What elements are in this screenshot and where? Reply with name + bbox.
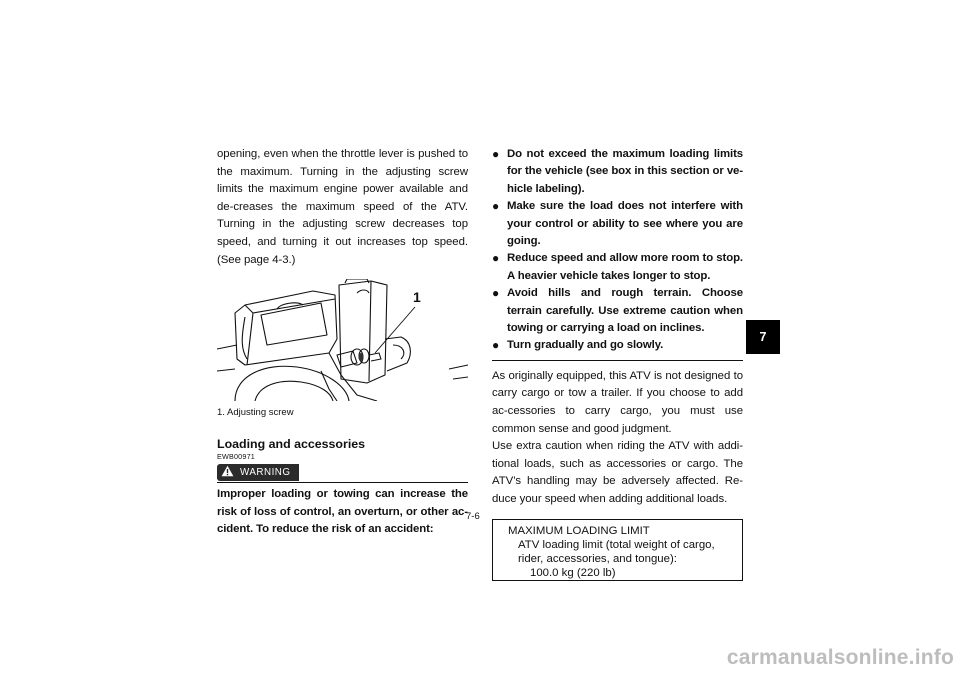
page-number: 7-6 (466, 511, 480, 522)
watermark-text: carmanualsonline.info (726, 646, 954, 669)
left-column (217, 146, 468, 538)
figure-callout-number: 1 (413, 289, 421, 306)
bullet-dot: ● (492, 147, 500, 161)
warning-label: WARNING (240, 467, 291, 479)
intro-paragraph: opening, even when the throttle lever is pushed to the maximum. Turning in the adjusting screw limits the maximum engine power available and de-creases the maximum speed of the ATV. Turning in the adjusting screw decreases top speed, and turning it out increases top speed. (See page 4-3.) (217, 148, 468, 266)
figure-caption: 1. Adjusting screw (217, 407, 294, 419)
load-box-title: MAXIMUM LOADING LIMIT (508, 524, 650, 537)
warning-text: Improper loading or towing can increase the risk of loss of control, an overturn, or other ac-cident. To reduce the risk of an accident: (217, 488, 468, 535)
bullet-dot: ● (492, 251, 500, 266)
load-box-value: 100.0 kg (220 lb) (530, 567, 616, 580)
cargo-paragraph: As originally equipped, this ATV is not designed to carry cargo or tow a trailer. If you choose to add ac-cessories to carry cargo, you must use common sense and good judgment. (492, 369, 743, 435)
safety-bullet-list (492, 146, 743, 355)
list-item: ● Avoid hills and rough terrain. Choose terrain carefully. Use extreme caution when towing or carrying a load on inclines. (492, 286, 743, 335)
list-item: ● Turn gradually and go slowly. (492, 337, 743, 354)
chapter-tab: 7 (746, 320, 780, 354)
adjusting-screw-figure (217, 279, 468, 401)
right-column (492, 146, 743, 581)
load-box-description: ATV loading limit (total weight of cargo, rider, accessories, and tongue): (518, 538, 715, 566)
reference-code: EWB00971 (217, 452, 255, 462)
warning-end-rule (492, 360, 743, 361)
bullet-dot: ● (492, 286, 500, 301)
list-item: ● Reduce speed and allow more room to stop. A heavier vehicle takes longer to stop. (492, 251, 743, 282)
section-heading: Loading and accessories (217, 437, 366, 452)
warning-badge (217, 464, 299, 481)
bullet-dot: ● (492, 199, 500, 214)
list-item: ● Do not exceed the maximum loading limits for the vehicle (see box in this section or ve-hicle labeling). (492, 147, 743, 195)
warning-triangle-icon (221, 465, 234, 480)
throttle-assembly-drawing (217, 279, 468, 401)
max-loading-limit-box (492, 519, 743, 581)
warning-header (217, 464, 468, 483)
caution-paragraph: Use extra caution when riding the ATV with addi-tional loads, such as accessories or cargo. The ATV’s handling may be adversely affected. Re-duce your speed when adding additional loads. (492, 440, 743, 506)
bullet-dot: ● (492, 338, 500, 353)
list-item: ● Make sure the load does not interfere with your control or ability to see where you are going. (492, 199, 743, 248)
